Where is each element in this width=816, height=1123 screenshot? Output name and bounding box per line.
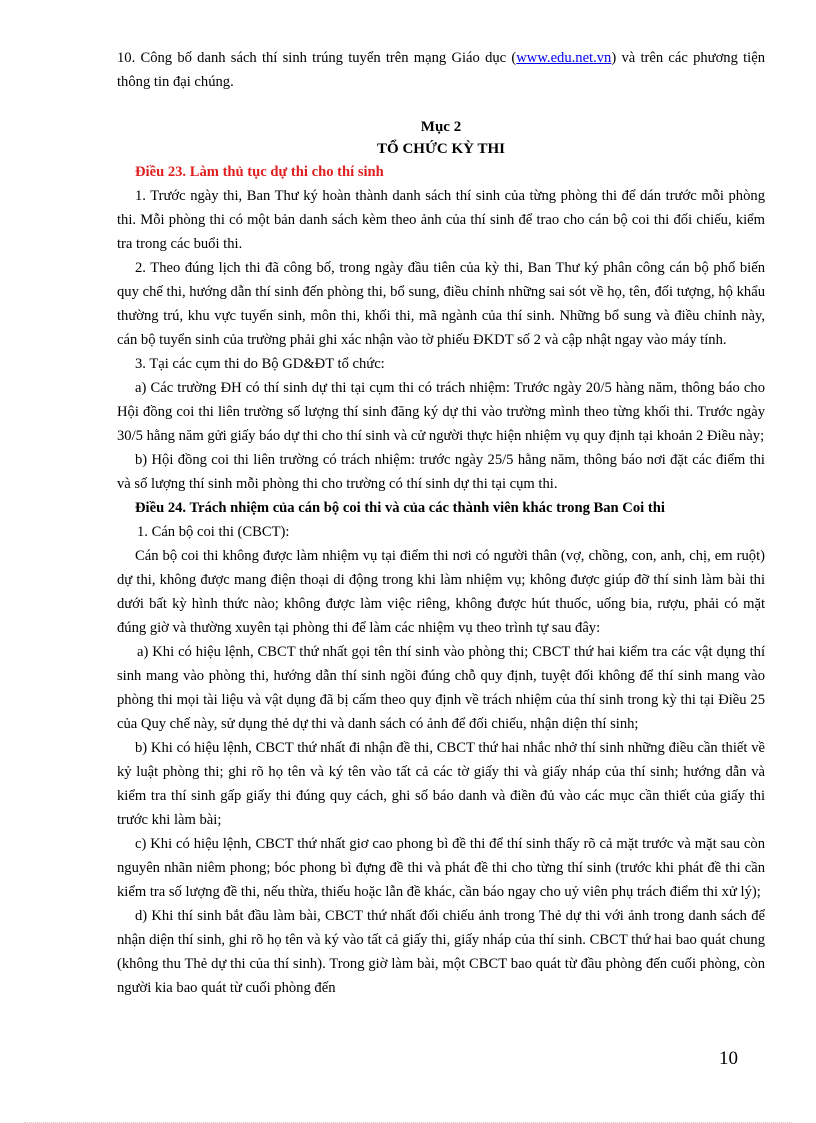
article-24-item-c: c) Khi có hiệu lệnh, CBCT thứ nhất giơ cao phong bì đề thi để thí sinh thấy rõ cả mặt trước và mặt sau còn nguyên nhãn niêm phong; bóc phong bì đựng đề thi và phát đề thi cho từng thí sinh (trước khi phát đề thi cần kiểm tra số lượng đề thi, nếu thừa, thiếu hoặc lẫn đề khác, cần báo ngay cho uỷ viên phụ trách điểm thi xử lý); bbox=[117, 836, 765, 900]
section-title: TỔ CHỨC KỲ THI bbox=[377, 141, 505, 157]
article-24-clause-1-body: Cán bộ coi thi không được làm nhiệm vụ tại điểm thi nơi có người thân (vợ, chồng, con, anh, chị, em ruột) dự thi, không được mang điện thoại di động trong khi làm nhiệm vụ; không được giúp đỡ thí sinh làm bài thi dưới bất kỳ hình thức nào; không được làm việc riêng, không được hút thuốc, uống bia, rượu, phải có mặt đúng giờ và thường xuyên tại phòng thi để làm các nhiệm vụ theo trình tự sau đây: bbox=[117, 548, 765, 636]
page-number: 10 bbox=[719, 1048, 738, 1069]
article-23-clause-1: 1. Trước ngày thi, Ban Thư ký hoàn thành danh sách thí sinh của từng phòng thi để dán trước mỗi phòng thi. Mỗi phòng thi có một bản danh sách kèm theo ảnh của thí sinh để trao cho cán bộ coi thi đối chiếu, kiểm tra trong các buổi thi. bbox=[117, 188, 765, 252]
article-23-clause-3a: a) Các trường ĐH có thí sinh dự thi tại cụm thi có trách nhiệm: Trước ngày 20/5 hàng năm, thông báo cho Hội đồng coi thi liên trường số lượng thí sinh đăng ký dự thi vào trường mình theo từng khối thi. Trước ngày 30/5 hằng năm gửi giấy báo dự thi cho thí sinh và cử người thực hiện nhiệm vụ quy định tại khoản 2 Điều này; bbox=[117, 380, 765, 444]
text: 10. Công bố danh sách thí sinh trúng tuyển trên mạng Giáo dục ( bbox=[117, 50, 517, 66]
text: ) và trên các phương tiện thông tin đại chúng. bbox=[117, 50, 766, 90]
article-23-heading: Điều 23. Làm thủ tục dự thi cho thí sinh bbox=[135, 164, 384, 180]
edu-net-link[interactable]: www.edu.net.vn bbox=[516, 50, 612, 66]
article-24-item-a: a) Khi có hiệu lệnh, CBCT thứ nhất gọi tên thí sinh vào phòng thi; CBCT thứ hai kiểm tra các vật dụng thí sinh mang vào phòng thi, hướng dẫn thí sinh ngồi đúng chỗ quy định, tuyệt đối không để thí sinh mang vào phòng thi mọi tài liệu và vật dụng đã bị cấm theo quy định về trách nhiệm của thí sinh trong kỳ thi tại Điều 25 của Quy chế này, sử dụng thẻ dự thi và danh sách có ảnh để đối chiếu, nhận diện thí sinh; bbox=[117, 644, 765, 732]
article-23-clause-3b: b) Hội đồng coi thi liên trường có trách nhiệm: trước ngày 25/5 hằng năm, thông báo nơi đặt các điểm thi và số lượng thí sinh mỗi phòng thi cho trường có thí sinh dự thi tại cụm thi. bbox=[117, 452, 765, 492]
page-content bbox=[117, 46, 765, 1000]
article-23-clause-3: 3. Tại các cụm thi do Bộ GD&ĐT tổ chức: bbox=[135, 356, 385, 372]
article-24-heading: Điều 24. Trách nhiệm của cán bộ coi thi và của các thành viên khác trong Ban Coi thi bbox=[135, 500, 665, 516]
article-24-item-b: b) Khi có hiệu lệnh, CBCT thứ nhất đi nhận đề thi, CBCT thứ hai nhắc nhở thí sinh những điều cần thiết về kỷ luật phòng thi; ghi rõ họ tên và ký tên vào tất cả các tờ giấy thi và giấy nháp của thí sinh; hướng dẫn và kiểm tra thí sinh gấp giấy thi đúng quy cách, ghi số báo danh và điền đủ vào các mục cần thiết của giấy thi trước khi làm bài; bbox=[117, 740, 765, 828]
section-label: Mục 2 bbox=[420, 119, 462, 135]
article-24-item-d: d) Khi thí sinh bắt đầu làm bài, CBCT thứ nhất đối chiếu ảnh trong Thẻ dự thi với ảnh trong danh sách để nhận diện thí sinh, ghi rõ họ tên và ký vào tất cả giấy thi, giấy nháp của thí sinh. CBCT thứ hai bao quát chung (không thu Thẻ dự thi của thí sinh). Trong giờ làm bài, một CBCT bao quát từ đầu phòng đến cuối phòng, còn người kia bao quát từ cuối phòng đến bbox=[117, 908, 765, 996]
paragraph-10 bbox=[117, 46, 765, 94]
article-23-clause-2: 2. Theo đúng lịch thi đã công bố, trong ngày đầu tiên của kỳ thi, Ban Thư ký phân công cán bộ phổ biến quy chế thi, hướng dẫn thí sinh đến phòng thi, bổ sung, điều chỉnh những sai sót về họ, tên, đối tượng, hộ khẩu thường trú, khu vực tuyển sinh, môn thi, khối thi, mã ngành của thí sinh. Những bổ sung và điều chỉnh này, cán bộ tuyển sinh của trường phải ghi xác nhận vào tờ phiếu ĐKDT số 2 và cập nhật ngay vào máy tính. bbox=[117, 260, 765, 348]
article-24-clause-1: 1. Cán bộ coi thi (CBCT): bbox=[137, 524, 290, 540]
